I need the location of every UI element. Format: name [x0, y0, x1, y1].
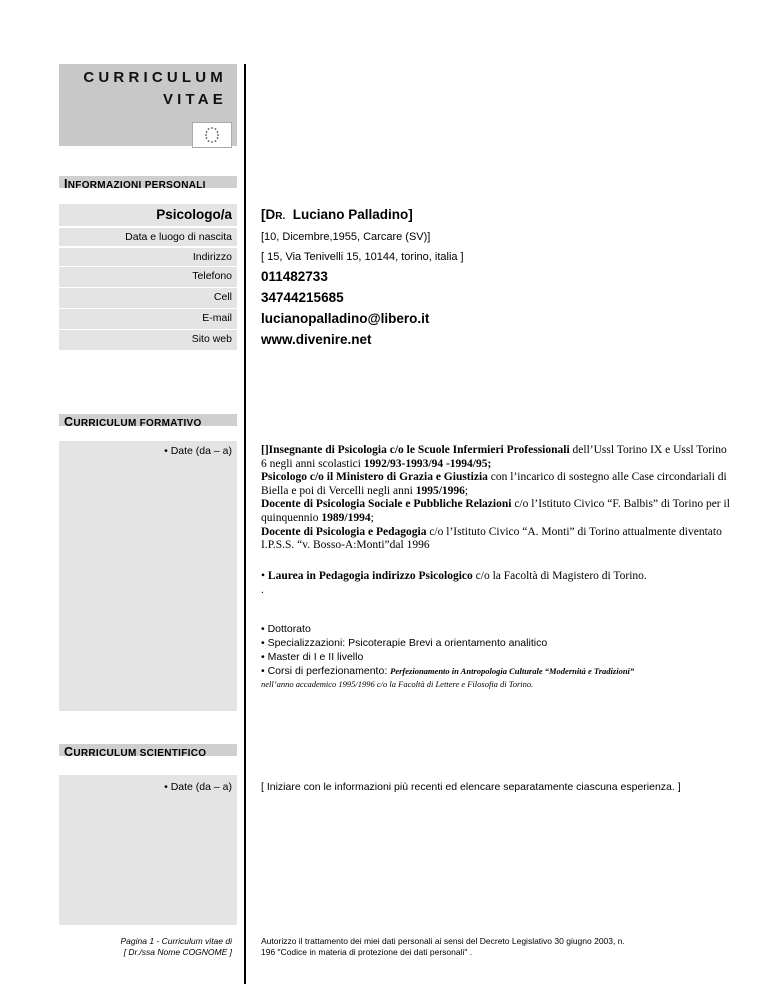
row-bg-scientifico [59, 775, 237, 925]
section-title-scientifico: CURRICULUM SCIENTIFICO [64, 745, 207, 759]
phone-value: 011482733 [261, 269, 328, 284]
email-value[interactable]: lucianopalladino@libero.it [261, 311, 430, 326]
cv-title-line2: VITAE [162, 91, 227, 108]
cell-value: 34744215685 [261, 290, 344, 305]
section-title-personal: INFORMAZIONI PERSONALI [64, 177, 206, 191]
row-bg-formativo [59, 441, 237, 711]
list-item: • Master di I e II livello [261, 651, 364, 663]
eu-flag-icon [192, 122, 232, 148]
footer-page-info: Pagina 1 - Curriculum vitae di [ Dr./ssa Nome COGNOME ] [120, 936, 232, 957]
address-label: Indirizzo [192, 251, 232, 263]
list-item: • Specializzazioni: Psicoterapie Brevi a orientamento analitico [261, 637, 548, 649]
website-label: Sito web [191, 333, 232, 345]
formativo-experience-text: []Insegnante di Psicologia c/o le Scuole Infermieri Professionali dell’Ussl Torino IX e Ussl Torino 6 negli anni scolastici 1992/93-1993/94 -1994/95; Psicologo c/o il Ministero di Grazia e Giustizia con l’incarico di sostegno alle Case circondariali di Biella e poi di Vercelli negli anni 1995/1996; Docente di Psicologia Sociale e Pubbliche Relazioni c/o l’Istituto Civico “F. Balbis” di Torino per il quinquennio 1989/1994; Docente di Psicologia e Pedagogia c/o l’Istituto Civico “A. Monti” di Torino attualmente diventato I.P.S.S. “v. Bosso-A:Monti”dal 1996 [261, 444, 730, 552]
phone-label: Telefono [192, 270, 232, 282]
laurea-text: • Laurea in Pedagogia indirizzo Psicologico c/o la Facoltà di Magistero di Torino. . [261, 570, 647, 596]
corsi-detail: nell’anno accademico 1995/1996 c/o la Facoltà di Lettere e Filosofia di Torino. [261, 679, 534, 689]
website-value[interactable]: www.divenire.net [261, 332, 372, 347]
cv-title-line1: CURRICULUM [83, 69, 227, 86]
list-item: • Dottorato [261, 623, 311, 635]
list-item: • Corsi di perfezionamento: Perfezionamento in Antropologia Culturale “Modernità e Tradizioni” [261, 665, 635, 677]
footer-privacy-note: Autorizzo il trattamento dei miei dati personali ai sensi del Decreto Legislativo 30 giugno 2003, n. 196 "Codice in materia di protezione dei dati personali" . [261, 936, 625, 957]
vertical-divider [244, 64, 246, 984]
cell-label: Cell [213, 291, 232, 303]
scientifico-text: [ Iniziare con le informazioni più recenti ed elencare separatamente ciascuna esperienza. ] [261, 781, 681, 793]
qualifications-list [261, 622, 634, 690]
person-name: [DR. Luciano Palladino] [261, 207, 413, 222]
birth-value: [10, Dicembre,1955, Carcare (SV)] [261, 231, 431, 243]
formativo-date-label: • Date (da – a) [164, 445, 232, 457]
birth-label: Data e luogo di nascita [125, 231, 232, 243]
address-value: [ 15, Via Tenivelli 15, 10144, torino, italia ] [261, 251, 464, 263]
profession-label: Psicologo/a [156, 207, 232, 222]
section-title-formativo: CURRICULUM FORMATIVO [64, 415, 202, 429]
row-bg-cell [59, 288, 237, 308]
email-label: E-mail [202, 312, 232, 324]
scientifico-date-label: • Date (da – a) [164, 781, 232, 793]
